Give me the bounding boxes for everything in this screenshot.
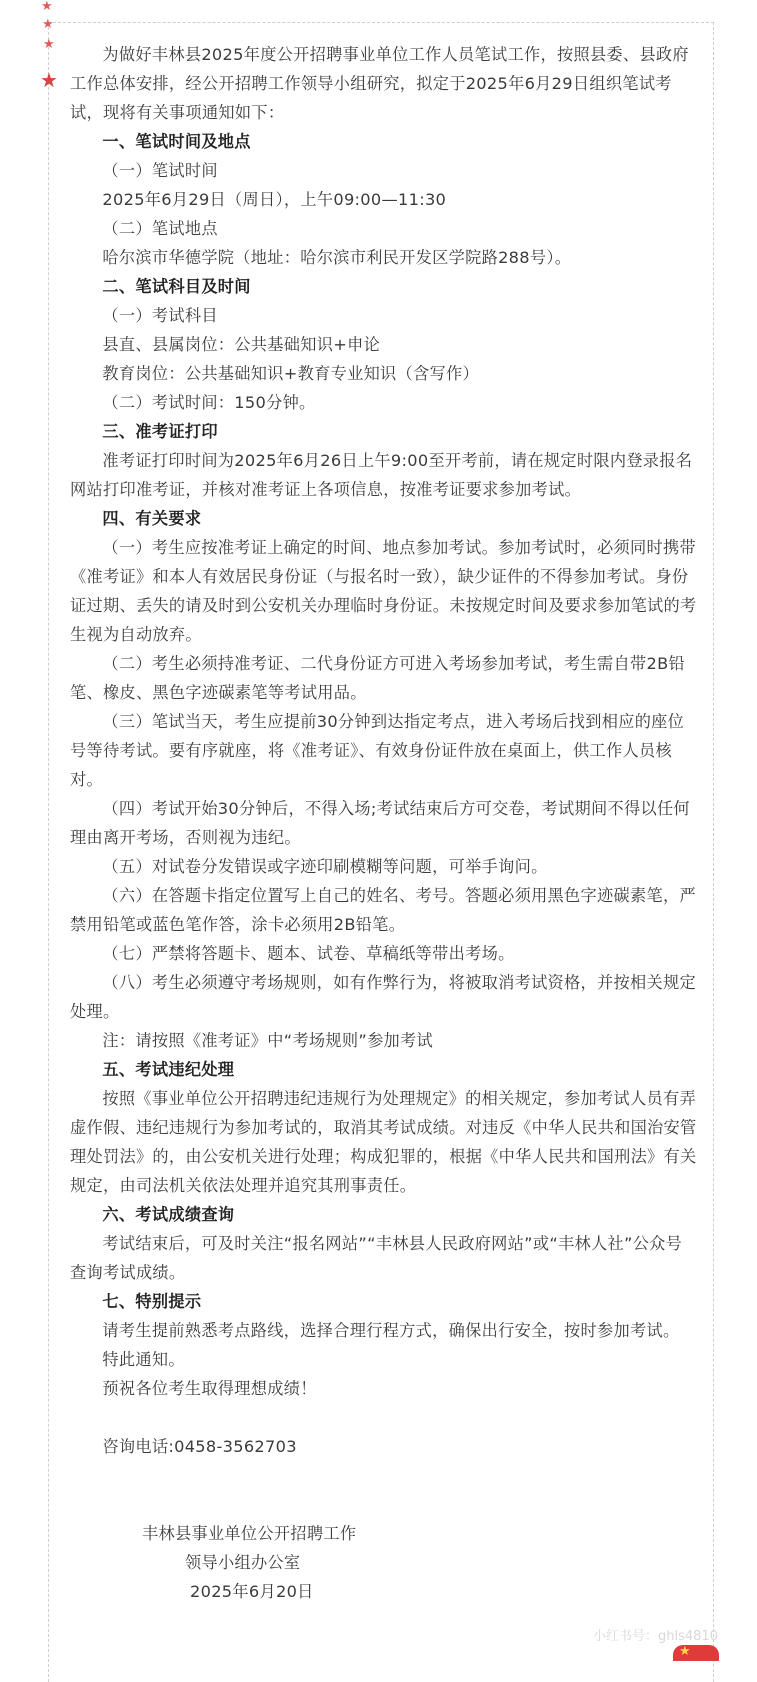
subheading: （一）笔试时间 [102, 161, 218, 180]
subheading: （一）考试科目 [102, 306, 218, 325]
signature-date: 2025年6月20日 [190, 1582, 314, 1601]
section-body: 考试结束后，可及时关注“报名网站”“丰林县人民政府网站”或“丰林人社”公众号查询考试成绩。 [70, 1234, 683, 1282]
requirement-item: （一）考生应按准考证上确定的时间、地点参加考试。参加考试时，必须同时携带《准考证》和本人有效居民身份证（与报名时一致），缺少证件的不得参加考试。身份证过期、丢失的请及时到公安机关办理临时身份证。未按规定时间及要求参加笔试的考生视为自动放弃。 [70, 538, 697, 644]
section-heading: 二、笔试科目及时间 [102, 277, 251, 296]
section-heading: 三、准考证打印 [102, 422, 218, 441]
star-icon: ★ [43, 37, 55, 52]
requirement-item: （七）严禁将答题卡、题本、试卷、草稿纸等带出考场。 [102, 944, 515, 963]
section-heading: 七、特别提示 [102, 1292, 202, 1311]
section-heading: 五、考试违纪处理 [102, 1060, 235, 1079]
closing-line: 预祝各位考生取得理想成绩！ [102, 1379, 317, 1398]
requirement-item: （五）对试卷分发错误或字迹印刷模糊等问题，可举手询问。 [102, 857, 548, 876]
intro-paragraph: 为做好丰林县2025年度公开招聘事业单位工作人员笔试工作，按照县委、县政府工作总体安排，经公开招聘工作领导小组研究，拟定于2025年6月29日组织笔试考试，现将有关事项通知如下： [70, 45, 689, 122]
star-icon: ★ [40, 68, 58, 92]
section-heading: 四、有关要求 [102, 509, 202, 528]
requirement-item: （四）考试开始30分钟后，不得入场;考试结束后方可交卷，考试期间不得以任何理由离开考场，否则视为违纪。 [70, 799, 690, 847]
decorative-stars [40, 0, 60, 100]
section-heading: 一、笔试时间及地点 [102, 132, 251, 151]
flag-icon: ★ [673, 1645, 719, 1661]
section-body: 准考证打印时间为2025年6月26日上午9:00至开考前，请在规定时限内登录报名网站打印准考证，并核对准考证上各项信息，按准考证要求参加考试。 [70, 451, 693, 499]
subject-line: 教育岗位：公共基础知识+教育专业知识（含写作） [102, 364, 479, 383]
closing-line: 特此通知。 [102, 1350, 185, 1369]
contact-phone: 咨询电话:0458-3562703 [102, 1437, 297, 1456]
exam-place: 哈尔滨市华德学院（地址：哈尔滨市利民开发区学院路288号）。 [102, 248, 572, 267]
section-body: 请考生提前熟悉考点路线，选择合理行程方式，确保出行安全，按时参加考试。 [102, 1321, 680, 1340]
watermark-text: 小红书号：ghls4810 [593, 1629, 718, 1644]
requirement-item: （二）考生必须持准考证、二代身份证方可进入考场参加考试，考生需自带2B铅笔、橡皮、黑色字迹碳素笔等考试用品。 [70, 654, 685, 702]
signature-office: 领导小组办公室 [185, 1553, 301, 1572]
subheading: （二）考试时间：150分钟。 [102, 393, 316, 412]
section-heading: 六、考试成绩查询 [102, 1205, 235, 1224]
exam-time: 2025年6月29日（周日），上午09:00—11:30 [102, 190, 447, 209]
requirement-item: （六）在答题卡指定位置写上自己的姓名、考号。答题必须用黑色字迹碳素笔，严禁用铅笔或蓝色笔作答，涂卡必须用2B铅笔。 [70, 886, 696, 934]
requirement-item: （三）笔试当天，考生应提前30分钟到达指定考点，进入考场后找到相应的座位号等待考试。要有序就座，将《准考证》、有效身份证件放在桌面上，供工作人员核对。 [70, 712, 685, 789]
star-icon: ★ [42, 17, 54, 32]
notice-content [70, 40, 698, 1606]
section-body: 按照《事业单位公开招聘违纪违规行为处理规定》的相关规定，参加考试人员有弄虚作假、违纪违规行为参加考试的，取消其考试成绩。对违反《中华人民共和国治安管理处罚法》的，由公安机关进行处理；构成犯罪的，根据《中华人民共和国刑法》有关规定，由司法机关依法处理并追究其刑事责任。 [70, 1089, 697, 1195]
subject-line: 县直、县属岗位：公共基础知识+申论 [102, 335, 381, 354]
requirement-item: （八）考生必须遵守考场规则，如有作弊行为，将被取消考试资格，并按相关规定处理。 [70, 973, 696, 1021]
subheading: （二）笔试地点 [102, 219, 218, 238]
signature-org: 丰林县事业单位公开招聘工作 [142, 1524, 357, 1543]
note: 注：请按照《准考证》中“考场规则”参加考试 [102, 1031, 434, 1050]
star-icon: ★ [41, 0, 53, 14]
